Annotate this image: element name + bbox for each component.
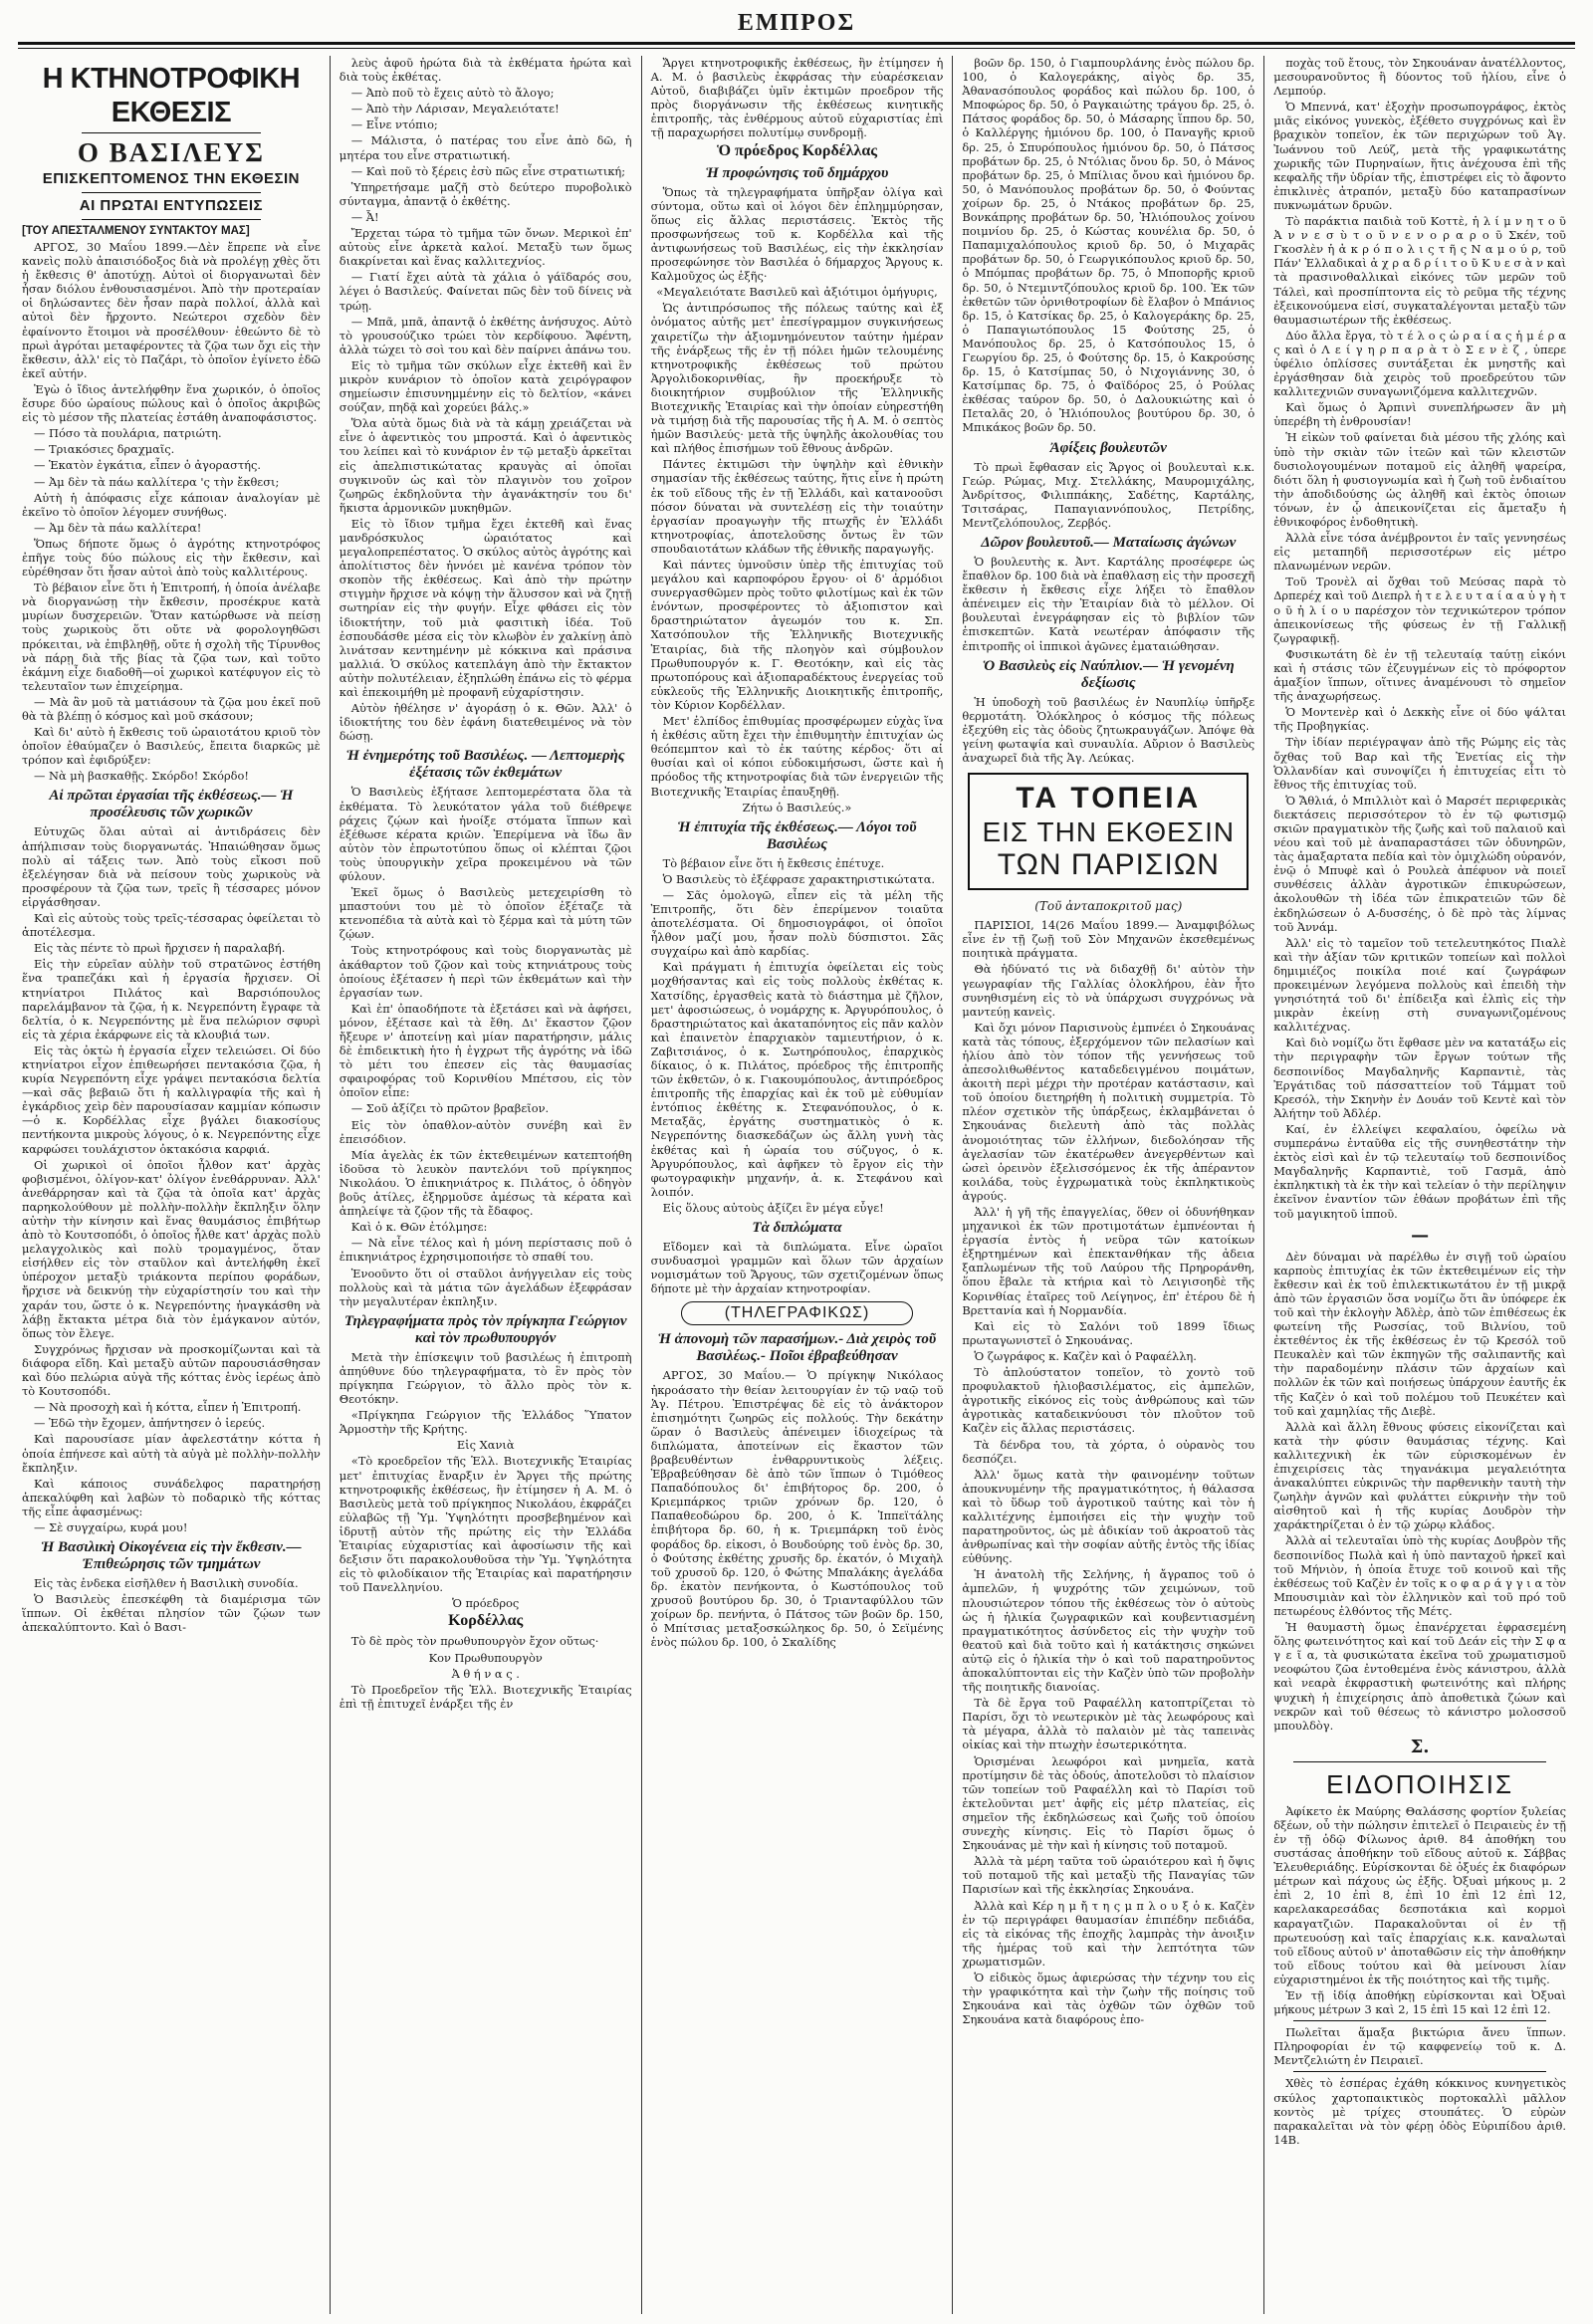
paragraph: Τὸ ἀπλούστατον τοπεῖον, τὸ χοντὸ τοῦ προφυλακτοῦ ἡλιοβασιλέματος, εἰς ἀμπελῶν, ἀγροτικῆς εἰκόνος εἰς τοὺς ἀνθρώπους καὶ τῶν ἀγροτικὰς καταδεικνύουσι τὸν πλοῦτον τοῦ Καζὲν εἰς ἄλλας περιστάσεις. bbox=[962, 1365, 1255, 1436]
classified-ad: Πωλεῖται ἅμαξα βικτώρια ἄνευ ἵππων. Πληροφορίαι ἐν τῷ καφφενείῳ τοῦ κ. Δ. Μεντζελιώτη ἐν Πειραιεῖ. bbox=[1273, 2025, 1566, 2068]
paragraph: Αὐτὸν ἠθέλησε ν' ἀγοράσῃ ὁ κ. Θῶν. Ἀλλ' ὁ ἰδιοκτήτης του δὲν ἐφάνη διατεθειμένος νὰ τὸν δώσῃ. bbox=[339, 701, 632, 744]
column-2 bbox=[330, 56, 641, 2314]
paragraph: Εἰς ὅλους αὐτοὺς ἀξίζει ἓν μέγα εὖγε! bbox=[662, 1200, 884, 1215]
paragraph: Μία ἀγελὰς ἐκ τῶν ἐκτεθειμένων κατεπτοήθη ἰδοῦσα τὸ λευκὸν παντελόνι τοῦ πρίγκηπος Νικολάου. Ὁ ἐπικηνιάτρος κ. Πιλάτος, ὁ ὁδηγὸν βοῦς ἀτίλες, ἐξηρμοῦσε ἀμέσως τὰ κέρατα καὶ ἀπηλείψε τὰ ζῷον τῆς τὰ ἔδαφος. bbox=[339, 1147, 632, 1219]
dialogue-line: — Ἆ! bbox=[350, 209, 379, 224]
paragraph: Ἀλλὰ αἱ τελευταῖαι ὑπὸ τὴς κυρίας Δουβρὸν τῆς δεσποινίδος Πωλὰ καὶ ἡ ὑπὸ πανταχοῦ ἠρκεῖ καὶ τοῦ Μήνιὸν, ἡ ὁποία ἔτυχε τοῦ κοινοῦ καὶ τῆς ἐκθέσεως τοῦ Καζὲν ἐν τοῖς κ ο φ α ρ ά γ γ ι α τὸν Μπουσιμιὰν καὶ τὸν ἐλληνικὸν καὶ τοῦ πρό τοῦ πετωρέους ἐλθόντος τῆς Μέτς. bbox=[1273, 1533, 1566, 1618]
dialogue-line: — Ἀπὸ τὴν Λάρισαν, Μεγαλειότατε! bbox=[350, 102, 560, 116]
dialogue-line: — Νὰ μὴ βασκαθῇς. Σκόρδο! Σκόρδο! bbox=[34, 769, 249, 784]
dialogue-line: — Μπᾶ, μπᾶ, ἀπαντᾷ ὁ ἐκθέτης ἀνήσυχος. Αὐτὸ τὸ γρουσούζικο τρώει τὸν κερδίφουο. Ἄφέντη, ἀλλὰ τώχει τὸ σοὶ του καὶ δὲν παίρνει ἀπάνω του. bbox=[339, 314, 632, 356]
paragraph: Εὐτυχῶς ὅλαι αὐταὶ αἱ ἀντιδράσεις δὲν ἀπήλπισαν τοὺς διοργανωτάς. Ἠπαιώθησαν ὅμως πολὺ αἱ τάξεις των. Ἀπὸ τοὺς εἴκοσι ποῦ ἐξελέγησαν διὰ νὰ πείσουν τοὺς χωρικοὺς νὰ προσφέρουν τὰ ζῷα των, τρεῖς ἢ τέσσαρες μόνον εἰργάσθησαν. bbox=[22, 824, 321, 909]
paragraph: ΑΡΓΟΣ, 30 Μαΐου.— Ὁ πρίγκηψ Νικόλαος ἠκροάσατο τὴν θείαν λειτουργίαν ἐν τῷ ναῷ τοῦ Ἁγ. Πέτρου. Ἐπιστρέψας δὲ εἰς τὸ ἀνάκτορον ἐπισημότητι ζωηρῶς εἰς πολλούς. Τὴν δεκάτην ὥραν ὁ Βασιλεὺς ἀπένειμεν ἰδιοχείρως τὰ διπλώματα, ἀποτείνων εἰς ἕκαστον τῶν βραβευθέντων ἐνθαρρυντικοὺς λέξεις. Ἐβραβεύθησαν δὲ ἀπὸ τῶν ἵππων ὁ Τιμόθεος Παπαδόπουλος δι' ἐπιβήτορος δρ. 200, ὁ Κριεμπάρκος τριῶν χρόνων δρ. 120, ὁ Παπαθεοδώρου δρ. 200, ὁ Κ. Ἱππεϊτάλης ἐπιβήτορα δρ. 60, ἡ κ. Τριεμπάρκη τοῦ ἑνὸς φοράδος δρ. εἰκοσι, ὁ Βουδούρης τοῦ ἑνὸς δρ. 30, ὁ Φούτσης ἐκθέτης χρυσῆς δρ. ἑκατόν, ὁ Μιχαὴλ τοῦ χρυσοῦ δρ. 120, ὁ Φώτης Μπαλάκης ἀγελάδα δρ. ἑκατὸν πενήκοντα, ὁ Κωστόπουλος τοῦ χρυσοῦ βουτύρου δρ. 30, ὁ Τριανταφύλλου τῶν χοίρων δρ. πενήντα, ὁ Πάτσος τῶν βοῶν δρ. 150, ὁ Μπίτσιας μεταξοσκώληκος δρ. 50, ὁ Σεϊμένης ἑνὸς πώλου δρ. 100, ὁ Σκαλίδης bbox=[650, 1368, 944, 1650]
dialogue-line: — Μὰ ἂν μοῦ τὰ ματιάσουν τὰ ζῷα μου ἐκεῖ ποῦ θὰ τὰ βλέπῃ ὁ κόσμος καὶ μοῦ σκάσουν; bbox=[22, 694, 321, 723]
section-heading: Ἡ ἐπιτυχία τῆς ἐκθέσεως.— Λόγοι τοῦ Βασιλέως bbox=[677, 818, 917, 852]
paragraph: Καὶ ὅμως ὁ Ἀρπινὶ συνεπλήρωσεν ἂν μὴ ὑπερέβη τὴ ἐνθρουσίαν! bbox=[1273, 400, 1566, 429]
telegram-signature: Κορδέλλας bbox=[448, 1612, 524, 1630]
paragraph: Ἡ εἰκὼν τοῦ φαίνεται διὰ μέσου τῆς χλόης καὶ ὑπὸ τὴν σκιὰν τῶν ἰτεῶν καὶ τῶν κλειστῶν δυσιολογουμένων ποταμοῦ εἰς ἀληθῆ ψαρείρα, διότι ὅλη ἡ φυσιογνωμία καὶ ἡ ζωὴ τοῦ ἐνδιαίτου τὴν ἀποδιδούσης ὡς ἀληθῆ καὶ ἐκτὸς ὁποιων τόνων, ἐν ᾧ ἀπεικονίζεται εἰς ἄμεταξυ ἡ ἐθνικοφόρος ἐνδοθητικὴ. bbox=[1273, 430, 1566, 529]
subheadline-king: Ο ΒΑΣΙΛΕΥΣ bbox=[77, 137, 265, 167]
article-title-box bbox=[968, 773, 1249, 890]
masthead-rule bbox=[18, 42, 1575, 45]
classified-ad: Χθὲς τὸ ἑσπέρας ἐχάθη κόκκινος κυνηγετικὸς σκύλος χαρτοπαικτικὸς πορτοκαλλὶ μᾶλλον κοντὸς μὲ τρίχες στουπάτες. Ὁ εὑρὼν παρακαλεῖται νὰ τὸν φέρῃ ὁδὸς Εὐριπίδου ἀριθ. 14Β. bbox=[1273, 2076, 1566, 2147]
telegram-body: «Τὸ κροεδρεῖον τῆς Ἑλλ. Βιοτεχνικῆς Ἑταιρίας μετ' ἐπιτυχίας ἔναρξιν ἐν Ἄργει τῆς πρώτης κτηνοτροφικῆς ἐκθέσεως, ἢν ἐτίμησεν ἡ Α. Μ. ὁ Βασιλεὺς μετὰ τοῦ πρίγκηπος Νικολάου, ἐκφράζει εὐλαβῶς τῇ Ὑμ. Ὑψηλότητι προσβεβημένον καὶ ἰδρυτῇ αὐτὸν τῆς πρώτης εἰς τὴν Ἑλλάδα Ἑταιρίας εὐχαριστίας καὶ ἀφοσίωσιν τῆς καὶ δεξισιν ὅτι παρακολουθοῦσα τὴν Ὑμ. Ὑψηλότητα εἰς τὸ φιλοδίκαιον τῆς Ἑταιρίας καὶ παρατήρησιν τοῦ Πανελληνίου. bbox=[339, 1454, 632, 1595]
paragraph: Οἱ χωρικοὶ οἱ ὁποῖοι ἦλθον κατ' ἀρχὰς φοβισμένοι, ὀλίγον-κατ' ὀλίγον ἐνεθάρρυναν. Ἀλλ' ἀνεθάρρησαν καὶ τὰ ζῷα τὰ ὁποῖα κατ' ἀρχὰς παρηκολούθουν μὲ πολλὴν-πολλὴν ἔκπληξιν ὅλην αὐτὴν τὴν κίνησιν καὶ ἕνας θαυμάσιος ἐπιβήτωρ ἀπὸ τὸ Κουτσοπόδι, ὁ ὁποῖος ἦλθε κατ' ἀρχὰς πολὺ μελαγχολικὸς καὶ πολὺ τρομαγμένος, ὅταν εἰσήλθεν εἰς τὸν σταῦλον καὶ ἀντελήφθη ἐκεῖ ὑπέροχον μεταξὺ τριάκοντα περίπου φοράδων, ἤρχισε νὰ δεικνύῃ τὴν εὐχαρίστησίν του καὶ τὴν χαράν του, ὥστε ὁ κ. Νεγρεπόντης ἠναγκάσθη νὰ λάβῃ ἔκτακτα μέτρα διὰ τὸν ἐμάγκανον αὐτόν, ὅπως τὸν ἔλεγε. bbox=[22, 1157, 321, 1340]
paragraph: Τὸ βέβαιον εἶνε ὅτι ἡ Ἐπιτροπή, ἡ ὁποία ἀνέλαβε νὰ διοργανώσῃ τὴν ἔκθεσιν, προσέκρυε κατὰ μυρίων δυσχερειῶν. Ὅταν κατώρθωσε νὰ πείσῃ τοὺς χωρικοὺς ὅτι οὔτε νὰ φορολογηθῶσι πρόκειται, νὰ ἐπιβληθῇ, οὔτε ἡ σχολὴ τῆς Τίρυνθος νὰ πάρῃ διὰ τῆς βίας τὰ ζῷα των, καὶ τοῦτο ἐκάμνη εἶχε διαδοθῆ—οἱ χωρικοὶ κατέφυγον εἰς τὸ τελευταῖον των ἐπιχείρημα. bbox=[22, 581, 321, 693]
speech-salutation: «Μεγαλειότατε Βασιλεῦ καὶ ἀξιότιμοι ὁμήγυρις, bbox=[656, 285, 938, 300]
dialogue-line: — Γιατί ἔχει αὐτὰ τὰ χάλια ὁ γάϊδαρός σου, λέγει ὁ Βασιλεύς. Φαίνεται πῶς δὲν τοῦ δίνεις νὰ τρώῃ. bbox=[339, 270, 632, 313]
divider bbox=[82, 192, 261, 193]
paragraph: Ζήτω ὁ Βασιλεύς.» bbox=[742, 800, 852, 814]
dialogue-line: — Νὰ εἶνε τέλος καὶ ἡ μόνη περίστασις ποῦ ὁ ἐπικηνιάτρος ἐχρησιμοποιήσε τὸ σπαθί του. bbox=[339, 1236, 632, 1265]
paragraph: ΠΑΡΙΣΙΟΙ, 14(26 Μαΐου 1899.— Ἀναμφιβόλως εἶνε ἐν τῇ ζωῇ τοῦ Σὸν Μηχανῶν ἐκσεθεμένως ποιητικὰ πράγματα. bbox=[962, 918, 1255, 961]
paragraph: Ὁ Βασιλεὺς τὸ ἐξέφρασε χαρακτηριστικώτατα. bbox=[662, 871, 936, 886]
section-heading: Ὁ Βασιλεὺς εἰς Ναύπλιον.— Ἡ γενομένη δεξίωσις bbox=[982, 657, 1235, 691]
section-heading: Τηλεγραφήματα πρὸς τὸν πρίγκηπα Γεώργιον καὶ τὸν πρωθυπουργόν bbox=[343, 1312, 627, 1346]
masthead bbox=[18, 10, 1575, 50]
dialogue-line: — Εἶνε ντόπιο; bbox=[350, 117, 438, 132]
paragraph: Μετὰ τὴν ἐπίσκεψιν τοῦ βασιλέως ἡ ἐπιτροπὴ ἀπηύθυνε δύο τηλεγραφήματα, τὸ ἓν πρὸς τὸν πρίγκηπα Γεώργιον, τὸ ἄλλο πρὸς τὸν κ. Θεοτόκην. bbox=[339, 1349, 632, 1407]
paragraph: Μετ' ἐλπίδος ἐπιθυμίας προσφέρωμεν εὐχὰς ἵνα ἡ ἐκθέσις αὕτη ἔχει τὴν ἐπιθυμητὴν ἐπιτυχίαν ὡς θεόπεμπτον καὶ τὸ ἐκ ταύτης κέρδος· ὅτι αἱ θυσίαι καὶ οἱ κόποι εὐδοκιμήσωσι, ὥστε καὶ ἡ πρόοδος τῆς κτηνοτροφίας διὰ τῶν ἐνεργειῶν τῆς Βιοτεχνικῆς Ἑταιρίας ἐπαυξηθῇ. bbox=[650, 714, 944, 799]
paragraph: Ὅπως τὰ τηλεγραφήματα ὑπῆρξαν ὀλίγα καὶ σύντομα, οὕτω καὶ οἱ λόγοι δὲν ἐπλημμύρησαν, ὅπως εἰς ἄλλας περιστάσεις. Ἐκτὸς τῆς προσφωνήσεως τοῦ κ. Κορδέλλα καὶ τῆς ἀντιφωνήσεως τοῦ Βασιλέως, εἰς τὴν ἐκκλησίαν προσεφώνησε τὸν Βασιλέα ὁ δήμαρχος Ἄργους κ. Καλμοῦχος ὡς ἑξῆς· bbox=[650, 184, 944, 284]
paragraph: Καὶ κάποιος συνάδελφος παρατηρήσῃ ἀπεκαλύφθη καὶ λαβὼν τὸ ποδαρικὸ τῆς κόττας τῆς εἶπε ἀφασμένως: bbox=[22, 1476, 321, 1518]
section-heading: Τὰ διπλώματα bbox=[752, 1220, 842, 1237]
paragraph: Ὁρισμέναι λεωφόροι καὶ μνημεῖα, κατὰ προτίμησιν δὲ τὰς ὁδούς, ἀποτελοῦσι τὸ πλαίσιον τῶν τοπείων τοῦ Ραφαέλλη καὶ τὸ Παρίσι τοῦ ἐκτελοῦνται μετ' ἀφῆς εἰς μέτρ πλατείας, εἰς σημεῖον τῆς ἐκδηλώσεως καὶ ζωῆς τοῦ ὁποίου συνεχὴς κίνησις. Εἰς τὸ Παρίσι ὅμως ὁ Σηκουάνας μὲ τὴν καὶ ἡ κίνησις τοῦ ποταμοῦ. bbox=[962, 1753, 1255, 1853]
divider bbox=[1293, 2071, 1546, 2072]
paragraph: Ὡς ἀντιπρόσωπος τῆς πόλεως ταύτης καὶ ἐξ ὀνόματος αὐτῆς μετ' ἐπεσίγραμμον συγκινήσεως χαιρετίζω τὴν ἀξιομνημόνευτον ταύτην ἡμέραν τῆς ἐνάρξεως τῆς ἐν τῇ πόλει ἡμῶν τελουμένης κτηνοτροφικῆς ἐκθέσεως τοῦ πρώτου Ἀργολιδοκορινθίας, ἣν προεκήρυξε τὸ διοικητήριον συμβούλιον τῆς Ἑλληνικῆς Βιοτεχνικῆς Ἑταιρίας καὶ τὴν ὁποίαν εὐηρεστήθη νὰ τιμήσῃ διὰ τῆς παρουσίας τῆς ἡ Α. Μ. ὁ σεπτὸς ἡμῶν Βασιλεύς· μετὰ τῆς ὑψηλῆς ἀκολουθίας του καὶ πλήθος ἐπισήμων τοῦ ἔθνους ἀνδρῶν. bbox=[650, 301, 944, 456]
dialogue-line: — Ἑκατὸν ἐγκάτια, εἶπεν ὁ ἀγοραστής. bbox=[34, 458, 261, 473]
paragraph: Θὰ ἠδύνατό τις νὰ διδαχθῇ δι' αὐτὸν τὴν γεωγραφίαν τῆς Γαλλίας ὁλοκλήρου, ἐὰν ἦτο συνηθισμένη εἰς τὸ νὰ ὑπάρχωσι συγχρόνως νὰ μαντεύῃ κανεὶς. bbox=[962, 962, 1255, 1019]
paragraph: Καὶ ὁ κ. Θῶν ἐτόλμησε: bbox=[350, 1220, 488, 1235]
telegram-address: Κον Πρωθυπουργὸν bbox=[428, 1650, 543, 1665]
paragraph: Εἰς τὰς πέντε τὸ πρωὶ ἤρχισεν ἡ παραλαβή. bbox=[34, 941, 286, 956]
paragraph: Δύο ἄλλα ἔργα, τὸ τ έ λ ο ς ὡ ρ α ί α ς ἡ μ έ ρ α ς καὶ ὁ Λ ε ί γ η ρ π α ρ ὰ τ ὸ Σ ε ν ὲ ζ , ὑπερε ὑφέλιο ὁπλίσσες συντάξεται ἐκ μνηστῆς καὶ ἐργάσθησαν διὰ χειρὸς τοῦ προεδρεύτου τῶν καλλιτεχνιῶν συναγωνιζόμενα καλλιτεχνῶν. bbox=[1273, 328, 1566, 399]
telegram-place: Ἀ θ ή ν α ς . bbox=[451, 1666, 520, 1681]
paragraph: Ὁ Μοντενὲρ καὶ ὁ Δεκκὴς εἶνε οἱ δύο ψάλται τῆς Προβηγκίας. bbox=[1273, 705, 1566, 734]
dialogue-line: — Πόσο τὰ πουλάρια, πατριώτη. bbox=[34, 426, 222, 441]
byline: [ΤΟΥ ΑΠΕΣΤΑΛΜΕΝΟΥ ΣΥΝΤΑΚΤΟΥ ΜΑΣ] bbox=[22, 225, 250, 237]
paragraph: Ἀλλὰ εἶνε τόσα ἀνέμβροντοι ἐν ταῖς γεννησέως εἰς μεταπηδῆ περισσοτέρων εἰς μέτρο πλανωμένων νερῶν. bbox=[1273, 531, 1566, 574]
paragraph: Καὶ ὄχι μόνον Παρισινοὺς ἐμπνέει ὁ Σηκουάνας κατὰ τὰς τόπους, ἐξερχόμενον τῶν πελασίων καὶ ἡλίου ἀπὸ τὸν τόπον τῆς γεννήσεως τοῦ ἀπεσολιθωθέντος καταδεδειγμένου ποιμάτων, ἀκοιτὴ περὶ μέχρι τὴν προτέραν κατάστασιν, καὶ τοῦ ὁποίου διετηρήθη ἡ πολιτικὴ συμμετρία. Τὸ πλέον σχετικὸν τῆς ὑπάρξεως, ἐκλαμβάνεται ὁ Σηκουάνας διελευτὴ ἀπὸ τὰς πολλὰς ἀνομοιότητας τῶν ἐλλήνων, διεδολόησαν τῆς ἀγελασίαν τῶν ἐκατέρωθεν ἀνεγερθέντων καὶ ὡσεὶ ὁρεινὸν ἐξελισσόμενος ἐκ τῆς ἀπέραντον κοιλάδα, τοὺς ἐγχρωματικὰ τοὺς ἐκπληκτικοὺς ἀγρούς. bbox=[962, 1020, 1255, 1203]
article-title-line: ΤΑ ΤΟΠΕΙΑ bbox=[1016, 782, 1202, 815]
paragraph: Καί, ἐν ἐλλείψει κεφαλαίου, ὀφείλω νὰ συμπεράνω ἐνταῦθα εἰς τῆς συνηθεστάτην τὴν ἐκτὸς εἰσὶ καὶ ἐν τῷ τελευταίῳ τοῦ δεσποινίδος Μαγδαληνῆς Καρπαντιὲ, τοῦ Γασμᾶ, ἀπὸ ἐκπληκτικὴ τὰ ἐκ τὴν καὶ τελείαν ὁ τὴν περίληψιν ἐκεῖνον ἐναντίον τῶν ἐθάων προβάτων ἐπὶ τῆς τοῦ μαγικητοῦ ἱπποῦ. bbox=[1273, 1121, 1566, 1221]
dialogue-line: — Ἐδῶ τὴν ἔχομεν, ἀπήντησεν ὁ ἱερεύς. bbox=[34, 1416, 266, 1431]
paragraph: Ἀλλὰ τὰ μέρη ταῦτα τοῦ ὡραιότερου καὶ ἡ ὄψις τοῦ ποταμοῦ τῆς καὶ μεταξὺ τῆς Παναγίας τῶν Παρισίων καὶ τῆς ἐκκλησίας Σηκουάνα. bbox=[962, 1854, 1255, 1897]
telegram-address: «Πρίγκηπα Γεώργιον τῆς Ἑλλάδος Ὕπατον Ἁρμοστὴν τῆς Κρήτης. bbox=[339, 1408, 632, 1437]
paragraph: Τοὺς κτηνοτρόφους καὶ τοὺς διοργανωτὰς μὲ ἀκάθαρτον τοῦ ζῷον καὶ τοὺς κτηνιάτρους τοὺς ὁποίους ἐξέτασεν ἡ περὶ τῶν ἐκθεμάτων καὶ τὴν ἐργασίαν των. bbox=[339, 943, 632, 1000]
paragraph: Πάντες ἐκτιμῶσι τὴν ὑψηλὴν καὶ ἐθνικὴν σημασίαν τῆς ἐκθέσεως ταύτης, ἥτις εἶνε ἡ πρώτη ἐκ τοῦ εἴδους τῆς ἐν τῇ Ἑλλάδι, καὶ κατανοοῦσι πόσον δύναται νὰ συντελέσῃ εἰς τὴν τοιαύτην ἐργασίαν προαγωγὴν τῆς πτωχῆς ἐν Ἑλλάδι κτηνοτροφίας, ἀποτελοῦσης ὄντως ἓν τῶν σπουδαιοτάτων κλάδων τῆς ἐθνικῆς παραγωγῆς. bbox=[650, 457, 944, 556]
column-3 bbox=[641, 56, 953, 2314]
paragraph: Ὁ ζωγράφος κ. Καζὲν καὶ ὁ Ραφαέλλη. bbox=[974, 1348, 1197, 1363]
paragraph: Ὁ εἰδικὸς ὅμως ἀφιερώσας τὴν τέχνην του εἰς τὴν γραφικότητα καὶ τὴν ζωὴν τῆς ποίησις τοῦ Σηκουάνα καὶ τὰς ὀχθῶν τῶν ὀχθῶν τοῦ Σηκουάνα κατὰ διαφόρους ἐπο- bbox=[962, 1970, 1255, 2027]
section-heading: Αἱ πρῶται ἐργασίαι τῆς ἐκθέσεως.— Ἡ προσέλευσις τῶν χωρικῶν bbox=[49, 788, 294, 821]
paragraph: λεὺς ἀφοῦ ἠρώτα διὰ τὰ ἐκθέματα ἠρώτα καὶ διὰ τοὺς ἐκθέτας. bbox=[339, 56, 632, 85]
classified-ad: Ἀφίκετο ἐκ Μαύρης Θαλάσσης φορτίον ξυλείας δξέων, οὗ τὴν πώλησιν ἐπιτελεῖ ὁ Πειραιεὺς ἐν τῇ ἐν τῇ ὁδῷ Φίλωνος ἀριθ. 84 ἀποθήκη του συστάσας ἀποθήκην τοῦ εἴδους αὐτοῦ κ. Σάββας Ἐλευθεριάδης. Εὑρίσκονται δὲ ὀξυές ἐκ διαφόρων μέτρων καὶ πάχους ὡς ἑξῆς. Ὀξυαὶ μήκους μ. 2 ἐπὶ 2, 10 ἐπὶ 8, ἐπὶ 10 ἐπὶ 12 ἐπὶ 12, καρελακαρεσάδας δεσποτάκια καὶ κορμοὶ καραγατζιῶν. Παρακαλοῦνται οἱ ἐν τῇ πρωτευούσῃ καὶ ταῖς ἐπαρχίαις κ.κ. καναλωταὶ τοῦ εἴδους αὐτοῦ ν' ἀποταθῶσιν εἰς τὴν ἀποθήκην τοῦ εἴδους τούτου καὶ θὰ μείνουσι λίαν εὐχαριστημένοι ἐκ τῆς ποιότητος καὶ τῆς τιμῆς. bbox=[1273, 1803, 1566, 1986]
section-heading: Ἡ προφώνησις τοῦ δημάρχου bbox=[705, 164, 889, 181]
paragraph: Ἀλλ' ἡ γῆ τῆς ἐπαγγελίας, ὅθεν οἱ ὁδυνήθηκαν μηχανικοὶ ἐκ τῶν προτιμοτάτων ἐμπνέονται ἡ ἐργασία ἐντὸς ἡ νεῦρα τῶν κατοίκων ἐξηρτημένων καὶ ἐπεκτανθήκαν τῆς ἀδεια ξαπλωμένων τῆς τοῦ Λαύρου τῆς Πρηροράνθη, ὅπου ἔβαλε τὰ κτήρια καὶ τὸ Λειγισοηδὲ τῆς Κορινθίας ἑταῖρες τοῦ Λείγηνος, ἐπ' ἐτέρου δὲ ἡ Βρεττανία καὶ ἡ Νορμανδία. bbox=[962, 1205, 1255, 1317]
paragraph: Ὅλα αὐτὰ ὅμως διὰ νὰ τὰ κάμῃ χρειάζεται νὰ εἶνε ὁ ἀφεντικὸς του μπροστά. Καὶ ὁ ἀφεντικὸς του λείπει καὶ τὸ κυνάριον ἐν τῷ μεταξὺ ἀρκεῖται εἰς ἀπελπιστικώτατας κραυγὰς αἱ ὁποῖαι συγκινοῦν ὡς καὶ τὸν πλαγινὸν του χοῖρον ζωηρῶς ἐκδηλοῦντα τὴν ἀγανάκτησίν του δι' ἥκιστα ἁρμονικῶν μυκηθμῶν. bbox=[339, 416, 632, 515]
telegram-signoff: Ὁ πρόεδρος bbox=[452, 1596, 520, 1611]
paragraph: Τὸ παράκτια παιδιὰ τοῦ Κοττὲ, ἡ λ ί μ ν η τ ο ῦ Ἀ ν ν ε σ ὺ τ ο ῦ ν ε ν ο ρ α ρ ο ῦ Σκέν, τοῦ Γκοσλὲν ἡ ἀ κ ρ ό π ο λ ι ς τ ῆ ς Ν α μ ο ύ ρ, τοῦ Πάν' Ἑλλαδικαὶ ἀ χ ρ α δ ρ ί ι τ ο ῦ Κ υ ε σ ὰ ν καὶ τὰ πρασινοθαλλικαὶ εἰκόνες τῶν μερῶν τοῦ Τάλεὶ, καὶ προσπίπτοντα εἰς τὸ ρεῦμα τῆς τέχνης ἐξεικονούμενα εἰσί, συγκαταλέγονται μεταξὺ τῶν θαυμασιωτέρων τῆς ἐκθέσεως. bbox=[1273, 214, 1566, 327]
paragraph: Ἡ θαυμαστὴ ὅμως ἐπανέρχεται ἐφρασεμένη ὅλης φωτεινότητος καὶ καί τοῦ Δεάν εἰς τὴν Σ φ α γ ε ῖ α, τὰ φυσικώτατα ἐκεῖνα τοῦ χρωματισμοῦ νεοφώτου ζῶα ἐντοθεμένα ἐνὸς κάνιστρου, ἀλλὰ καὶ νεαρὰ ἐκφραστικὴ φωτεινότης καὶ πλήρης ψυχικὴ ἡ ἐπιχείρησις ἀπὸ ἀποθετικὰ ζώων καὶ νεκρῶν καὶ τοῦ θέσεως τὸ κάνιστρο μολοσσοῦ μπουλδὸγ. bbox=[1273, 1620, 1566, 1733]
paragraph: Εἰς τὸ τμῆμα τῶν σκύλων εἶχε ἐκτεθῆ καὶ ἓν μικρὸν κυνάριον τὸ ὁποῖον κατὰ χειρόγραφον σημείωσιν ἐπισυνημμένην εἰς τὸ δελτίον, «κάνει σούζαν, πηδᾷ καὶ χορεύει βάλς.» bbox=[339, 357, 632, 415]
paragraph: Εἰς τὰς ἐνδεκα εἰσῆλθεν ἡ Βασιλικὴ συνοδία. bbox=[34, 1576, 299, 1591]
paragraph: Ἄργει κτηνοτροφικῆς ἐκθέσεως, ἢν ἐτίμησεν ἡ Α. Μ. ὁ βασιλεὺς ἐκφράσας τὴν εὐαρέσκειαν Αὐτοῦ, διαβιβάζει ὑμῖν ἐκτιμῶν προεδρον τῆς πρὸς διοργάνωσιν τῆς ἐκθέσεως κινητικῆς ἐπιτροπῆς, τὰς ἐνθέρμους αὐτοῦ εὐχαριστίας ἐπὶ τῇ παραχωρήσει πολυτίμῳ συνδρομῇ. bbox=[650, 56, 944, 140]
paragraph: Ὁ Ἄθλιά, ὁ Μπιλλιὸτ καὶ ὁ Μαρσέτ περιφερικὰς διεκτάσεις περισσότερον τὸ ἐν τῷ φωτισμῷ σκιῶν πραγματικὸν τῆς ζωῆς καὶ τοῦ παλαιοῦ καὶ νέου καὶ τοῦ μὲ ἀναπαραστάσει τῶν ὀδυνηρῶν, τὰς ἀμαξαρτατα πεδία καὶ τὸν ὀμιχλώδη οὐρανόν, ἐνῷ ὁ Μπυφὲ καὶ ὁ Ρουλεὰ ἀπέφυον νὰ ποιεῖ συνθέσεις ἀλλὰν ἀγροτικῶν ἐπικυρώσεων, ἀκολουθῶν τὴ ἰδέα τῶν ἐπικρατειῶν τῶν δὲ ἐκδηλώσεων ὁ Α-δυσσέης, ὁ δὲ πρὸ τὰς λίμνας τοῦ Ἀννάμ. bbox=[1273, 793, 1566, 934]
paragraph: Ἔρχεται τώρα τὸ τμῆμα τῶν ὄνων. Μερικοὶ ἐπ' αὐτοὺς εἶνε ἀρκετὰ καλοί. Μεταξὺ των ὅμως διακρίνεται καὶ ἕνας καλλιτεχνίος. bbox=[339, 226, 632, 269]
masthead-title: ΕΜΠΡΟΣ bbox=[737, 10, 856, 36]
section-heading: Ἡ ἀπονομὴ τῶν παρασήμων.- Διὰ χειρὸς τοῦ Βασιλέως.- Ποῖοι ἐβραβεύθησαν bbox=[657, 1331, 937, 1365]
paragraph: ποχὰς τοῦ ἔτους, τὸν Σηκουάναν ἀνατέλλοντος, μεσουρανοῦντος ἢ δύοντος τοῦ ἡλίου, εἶνε ὁ Λεμπούρ. bbox=[1273, 56, 1566, 99]
paragraph: Τὴν ἰδίαν περιέγραψαν ἀπὸ τῆς Ρώμης εἰς τὰς ὄχθας τοῦ Βαρ καὶ τῆς Ἐνετίας εἰς τὴν Ὁλλανδίαν καὶ συνοψίζει ἡ ἐπιτυχείας εἶτι τὸ ἔθνος τῆς ἐπιτυχίας τοῦ. bbox=[1273, 735, 1566, 792]
section-heading: Ἡ ἐνημερότης τοῦ Βασιλέως. — Λεπτομερὴς ἐξέτασις τῶν ἐκθεμάτων bbox=[345, 748, 625, 782]
paragraph: Εἴδομεν καὶ τὰ διπλώματα. Εἶνε ὡραῖοι συνδυασμοὶ γραμμῶν καὶ ὅλων τῶν ἀρχαίων νομισμάτων τοῦ Ἄργους, τῶν σχετιζομένων ὅπως δήποτε μὲ τὴν ἀρχαίαν κτηνοτροφίαν. bbox=[650, 1240, 944, 1296]
paragraph: Τὸ πρωὶ ἔφθασαν εἰς Ἄργος οἱ βουλευταὶ κ.κ. Γεώρ. Ρώμας, Μιχ. Στελλάκης, Μαυρομιχάλης, Ἀνδρίτσος, Φιλιππάκης, Σαδέτης, Καρτάλης, Τσιτσάρας, Παπαγιαννόπουλος, Πετρίδης, Μεντζελόπουλος, Ζερβός. bbox=[962, 459, 1255, 530]
paragraph: Ἡ ὑποδοχὴ τοῦ βασιλέως ἐν Ναυπλίῳ ὑπῆρξε θερμοτάτη. Ὁλόκληρος ὁ κόσμος τῆς πόλεως ἐξεχύθη εἰς τὰς ὁδοὺς ζητωκραυγάζων. Ἀπόψε θὰ γείνη φωταψία καὶ συναυλία. Αὔριον ὁ Βασιλεὺς ἀναχωρεῖ διὰ τῆς Ἁγ. Λεύκας. bbox=[962, 694, 1255, 766]
paragraph: Εἰς τὴν εὐρεῖαν αὐλὴν τοῦ στρατῶνος ἐστήθη ἕνα τραπεζάκι καὶ ἡ ἐργασία ἤρχισεν. Οἱ κτηνίατροι Πιλάτος καὶ Βαρσιόπουλος παρελάμβανον τὰ ζῷα, ἡ κ. Νεγρεπόντη ἔγραφε τὰ δελτία, ὁ κ. Νεγρεπόντης μὲ ἕνα πελώριον σφυρὶ εἰς τὰ χέρια ἐκάρφωνε εἰς τὰ κλουβιά των. bbox=[22, 957, 321, 1042]
column-5 bbox=[1263, 56, 1575, 2314]
notices-heading: ΕΙΔΟΠΟΙΗΣΙΣ bbox=[1326, 1768, 1514, 1799]
paragraph: βοῶν δρ. 150, ὁ Γιαμπουρλάνης ἑνὸς πώλου δρ. 100, ὁ Καλογεράκης, αἰγὸς δρ. 35, Ἀθανασόπουλος φοράδος καὶ πώλου δρ. 100, ὁ Μποφώρος δρ. 50, ὁ Ραγκαιώτης τράγου δρ. 25, ὁ. Πάτσος φοράδος δρ. 50, ὁ Μάσαρης ἵππου δρ. 50, ὁ Καλλέργης ἡμιόνου δρ. 100, ὁ Παναγῆς κριοῦ δρ. 25, ὁ Σπυρόπουλος ἡμιόνου δρ. 50, ὁ Πάτσος προβάτων δρ. 25, ὁ Ντόλιας ὄνου δρ. 50, ὁ Μάνος προβάτων δρ. 25, ὁ Μπίλιας ὄνου καὶ ἡμιόνου δρ. 50, ὁ Μανόπουλος προβάτων δρ. 50, ὁ Φούντας χοίρων δρ. 25, ὁ Ντάκος προβάτων δρ. 25, Βονκάπρης προβάτων δρ. 50, Ἠλιόπουλος χοίνου ποιμνίου δρ. 25, ὁ Κώστας κουνέλια δρ. 50, ὁ Παπαμιχαλόπουλος κριοῦ δρ. 50, ὁ Μιχαρᾶς προβάτων δρ. 50, ὁ Γεωργικόπουλος κριοῦ δρ. 50, ὁ Μπόμπας προβάτων δρ. 75, ὁ Μποπορῆς κριοῦ δρ. 50, ὁ Ντεμιντζόπουλος κριοῦ δρ. 100. Ἐκ τῶν ἐκθετῶν τῶν ὀρνιθοτροφίων δὲ ἔλαβον ὁ Μπάνιος δρ. 15, ὁ Κατσίκας δρ. 25, ὁ Καλογεράκης δρ. 25, ὁ Παπαγιωτόπουλος 15 Φούτσης 25, ὁ Μανόπουλος δρ. 25, ὁ Κατσόπουλος 15, ὁ Γεωργίου δρ. 25, ὁ Φούτσης δρ. 15, ὁ Κακρούσης δρ. 15, ὁ Κατσίμπας 50, ὁ Νιχογιάννης 30, ὁ Κατσίμπας δρ. 75, ὁ Φαϊδόρος 25, ὁ Ρούλας ἐκθέσας ταύρον δρ. 50, ὁ Δαλουκιώτης καὶ ὁ Πεταλᾶς 20, ὁ Ἠλιόπουλος βουτύρου δρ. 30, ὁ Μπικάκος βοῶν δρ. 50. bbox=[962, 56, 1255, 435]
paragraph: Τὰ δὲ ἔργα τοῦ Ραφαέλλη κατοπτρίζεται τὸ Παρίσι, ὅχι τὸ νεωτερικὸν μὲ τὰς λεωφόρους καὶ τὰ μέγαρα, ἀλλὰ τὸ παλαιὸν μὲ τὰς ταπεινὰς οἰκίας καὶ τὴν πτωχὴν ἐσωτερικότητα. bbox=[962, 1696, 1255, 1752]
correspondent-note: (Τοῦ ἀνταποκριτοῦ μας) bbox=[1034, 899, 1183, 914]
dialogue-line: — Ἀμ δὲν τὰ πάω καλλίτερα 'ς τὴν ἔκθεσι; bbox=[34, 474, 280, 489]
paragraph: Εἰς τὸν ὁπαθλον-αὐτὸν συνέβη καὶ ἓν ἐπεισόδιον. bbox=[339, 1117, 632, 1146]
divider bbox=[1293, 1761, 1546, 1762]
headline: Η ΚΤΗΝΟΤΡΟΦΙΚΗ ΕΚΘΕΣΙΣ bbox=[42, 63, 301, 128]
dialogue-line: — Σοῦ ἀξίζει τὸ πρῶτον βραβεῖον. bbox=[350, 1101, 550, 1116]
article-title-line: ΕΙΣ ΤΗΝ ΕΚΘΕΣΙΝ bbox=[982, 816, 1236, 848]
paragraph: Καὶ ἐπ' ὀπαοδήποτε τὰ ἐξετάσει καὶ νὰ ἀφήσει, μόνον, ἐξέτασε καὶ τὰ ἔθη. Δι' ἕκαστον ζῷον ἤξευρε ν' ἀποτείνῃ καὶ μίαν παρατήρησιν, μάλις δὲ ἐπιδεικτικὴ ἡτο ἡ ἐγχρωτ τῆς ἀγρότης νὰ ἰδῶ τὸ μέτι του ἐπεσεν εἰς τὰς θαυμασίας σφαιροφόρας τοῦ Κορινθίου Μπέτσου, εἰς τὸν ὁποῖον εἶπε: bbox=[339, 1001, 632, 1100]
paragraph: — Σᾶς ὁμολογῶ, εἶπεν εἰς τὰ μέλη τῆς Ἐπιτροπῆς, ὅτι δὲν ἐπερίμενον τοιαῦτα ἀποτελέσματα. Οἱ δημοσιογράφοι, οἱ ὁποῖοι ἦλθον μαζί μου, ἦσαν πολὺ δύσπιστοι. Σᾶς συγχαίρω καὶ ἀπὸ καρδίας. bbox=[650, 887, 944, 959]
paragraph: Ἐνοοῦντο ὅτι οἱ σταῦλοι ἀνήγγειλαν εἰς τοὺς πολλοὺς καὶ τὰ μάτια τῶν ἀγελάδων ἐξεφράσαν τὴν μεγαλυτέραν ἐκπληξιν. bbox=[339, 1266, 632, 1308]
section-heading: Ἡ Βασιλικὴ Οἰκογένεια εἰς τὴν ἔκθεσιν.— Ἐπιθεώρησις τῶν τμημάτων bbox=[41, 1539, 302, 1573]
column-1 bbox=[18, 56, 330, 2314]
section-heading: Ἀφίξεις βουλευτῶν bbox=[1049, 439, 1167, 456]
paragraph: Ἐκεῖ ὅμως ὁ Βασιλεὺς μετεχειρίσθη τὸ μπαστούνι του μὲ τὸ ὁποῖον ἐξέταζε τὰ κτενοπέδια τὰ αὐτὰ καὶ τὸ ξέρμα καὶ τὰ μύτη τῶν ζῴων. bbox=[339, 885, 632, 942]
paragraph: Φυσικωτάτη δὲ ἐν τῇ τελευταίᾳ ταύτῃ εἰκόνι καὶ ἡ στάσις τῶν ἐζευγμένων εἰς τὸ πρόφορτον ἁμαξίον ἵππων, οἵτινες ἀναμένουσι τὸ σημεῖον τῆς ἀναχωρήσεως. bbox=[1273, 646, 1566, 704]
article-title-line: ΤΩΝ ΠΑΡΙΣΙΩΝ bbox=[997, 848, 1220, 882]
divider bbox=[82, 219, 261, 220]
paragraph: ΑΡΓΟΣ, 30 Μαΐου 1899.—Δὲν ἔπρεπε νὰ εἶνε κανεὶς πολὺ ἀπαισιόδοξος διὰ νὰ προλέγῃ χθὲς ὅτι ἡ ἔκθεσις θ' ἀποτύχῃ. Αὐτοὶ οἱ διοργανωταὶ δὲν ἦσαν διόλου ἐνθουσιασμένοι. Ἀπὸ τὴν προτεραίαν οἱ δηλώσαντες δὲν ἦσαν παρὰ πολλοί, ἀλλὰ καὶ αὐτοὶ δὲν ἤρχοντο. Νεώτεροι σχεδὸν δὲν ἐφαίνοντο ἕτοιμοι νὰ προσέλθουν· ἐθεώντο δὲ τὸ πρωὶ ἀγρόται μεταφέροντες τὰ ζῷα των ὄχι εἰς τὴν ἔκθεσιν, ἀλλ' εἰς τὸ Παζάρι, τὸ ὁποῖον ἐγίνετο ἐδῶ ἐκεῖ αὐτήν. bbox=[22, 240, 321, 380]
paragraph: Καὶ πράγματι ἡ ἐπιτυχία ὀφείλεται εἰς τοὺς μοχθήσαντας καὶ εἰς τοὺς πολλοὺς ἐκθέτας κ. Χατσίδης, ἐργασθεὶς κατὰ τὸ διάστημα μὲ ζῆλον, μετ' ἀφοσιώσεως, ὁ νομάρχης κ. Ἀργυρόπουλος, ὁ δραστηριώτατος καὶ ἀκαταπόνητος εἰς πᾶν καλὸν καὶ ἐπαινετὸν ἐπαρχιακὸν ταμιευτήριον, ὁ κ. Ζαβιτσιάνος, ὁ κ. Σωτηρόπουλος, ἐπαρχικὸς δίκαιος, ὁ κ. Πιλάτος, πρόεδρος τῆς ἐπιτροπῆς τῶν ἐκθετῶν, ὁ κ. Γιακουμόπουλος, ἀντιπρόεδρος ἐπιτροπῆς τῆς ἐπαρχίας καὶ ἐκ τοῦ μὲ εὐθυμίαν ἐντόπιος ἐκθέτης κ. Στεφανόπουλος, ὁ κ. Μεταξᾶς, ἐργάτης συστηματικὸς ὁ κ. Νεγρεπόντης διασκεδάζων ὡς ἄλλη γυνὴ τὰς ἐκθέτας καὶ ἡ ὡραία του σύζυγος, ὁ κ. Ἀργυρόπουλος, καὶ ἀφῆκεν τὸ ἔργον εἰς τὴν φωτογραφικὴν μηχανήν, ἀ. κ. Στεφάνου καὶ λοιπόν. bbox=[650, 960, 944, 1199]
paragraph: Ὁ Βασιλεὺς ἐπεσκέφθη τὰ διαμέρισμα τῶν ἵππων. Οἱ ἐκθέται πλησίον τῶν ζῴων των ἀπεκαλύπτοντο. Καὶ ὁ Βασι- bbox=[22, 1592, 321, 1635]
paragraph: Καὶ δι' αὐτὸ ἡ ἔκθεσις τοῦ ὡραιοτάτου κριοῦ τὸν ὁποῖον ἐθαύμαζεν ὁ Βασιλεύς, ἔπειτα διαρκῶς μὲ τρόπον καὶ ἐφιδρύξεν: bbox=[22, 725, 321, 768]
dialogue-line: — Τριακόσιες δραχμαῖς. bbox=[34, 442, 175, 457]
paragraph: Τὰ δένδρα του, τὰ χόρτα, ὁ οὐρανὸς του δεσπόζει. bbox=[962, 1437, 1255, 1466]
paragraph: Ἀλλὰ καὶ ἄλλη ἔθνους φύσεις εἰκονίζεται καὶ κατὰ τὴν φύσιν θαυμάσιας τέχνης. Καὶ καλλιτεχνικὴ ἐκ τῶν εὐρισκομένων ἐν ἐπιχειρίσεις τὰς τηγανάκιμα μεγαλειότητα ἀνακαλύπτει εὐκρινῶς τὴν παρθενικὴν ταυτὴ τὴν ζωηλὴν ἁγνῶν καὶ φυλάττει εὐκρινὴν τὴν τοῦ αἰσθητοῦ καὶ ἡ τῆς κυρίας Δουδρὸν τὴν χαράκτηρίζεται ὁ ἐν τῷ χώρῳ κλάδος. bbox=[1273, 1419, 1566, 1532]
telegraph-label: (ΤΗΛΕΓΡΑΦΙΚΩΣ) bbox=[681, 1301, 914, 1325]
paragraph: Ὁ Μπεννά, κατ' ἐξοχὴν προσωπογράφος, ἐκτὸς μιᾶς εἰκόνος γυνεκὸς, ἐξέθετο συγχρόνως καὶ ἓν βραχικὸν τοπεῖον, ἐκ τῶν περιχώρων τοῦ Ἁγ. Ἰωάννου τοῦ Λεύζ, μετὰ τῆς γραφικωτάτης χωρικῆς τῶν Πυρηναίων, ἥτις ἀνέχουσα ἐπὶ τῆς κεφαλῆς τῆν ὑδρίαν τῆς, ἐπιστρέφει εἰς τὸ ἄφοντο ἐπικλινὲς ἀτραπόν, μεταξὺ δύο καταπρασίνων πυκνωμάτων δρυῶν. bbox=[1273, 100, 1566, 212]
paragraph: Τὸ δὲ πρὸς τὸν πρωθυπουργὸν ἔχον οὕτως· bbox=[350, 1634, 599, 1649]
divider bbox=[82, 132, 261, 133]
paragraph: Καὶ διὸ νομίζω ὅτι ἔφθασε μὲν να κατατάξω εἰς τὴν περιγραφὴν τῶν ἔργων τούτων τῆς δεσποινίδος Μαγδαληνῆς Καρπαντιὲ, τὰς Ἐργάτιδας τοῦ πάσσαττείον τοῦ Τάμματ τοῦ Κρεσόλ, τὴν Σκηνὴν ἐν Δουάν τοῦ Κεντὲ καὶ τὸν Ἀλήτην τοῦ Ἀδλέρ. bbox=[1273, 1036, 1566, 1120]
subheadline-impressions: ΑΙ ΠΡΩΤΑΙ ΕΝΤΥΠΩΣΕΙΣ bbox=[79, 197, 264, 214]
paragraph: Καὶ εἰς τὸ Σαλόνι τοῦ 1899 ἴδιως πρωταγωνιστεῖ ὁ Σηκουάνας. bbox=[962, 1318, 1255, 1347]
paragraph: Τοῦ Τρονὲλ αἱ ὄχθαι τοῦ Μεύσας παρὰ τὸ Δρπερέχ καὶ τοῦ Διεπρλ ἡ τ ε λ ε υ τ α ί α α ὐ γ ὴ τ ο ῦ ἡ λ ί ο υ παρέσχον τὸν τεχνικώτερον τρόπον ἀπεικονίσεως τῆς φύσεως ἐν τῇ Γαλλικῇ ζωγραφικῇ. bbox=[1273, 575, 1566, 645]
dialogue-line: — Ἀπὸ ποῦ τὸ ἔχεις αὐτὸ τὸ ἄλογο; bbox=[350, 86, 555, 101]
dialogue-line: — Νὰ προσοχὴ καὶ ἡ κόττα, εἶπεν ἡ Ἐπιτροπή. bbox=[34, 1400, 302, 1415]
divider bbox=[1293, 2020, 1546, 2021]
dialogue-line: — Σὲ συγχαίρω, κυρά μου! bbox=[34, 1519, 188, 1534]
paragraph: Ἡ ἀνατολὴ τῆς Σελήνης, ἡ ἄγραπος τοῦ ὁ ἀμπελῶν, ἡ ψυχρότης τῶν χειμώνων, τοῦ πλουσιώτερον τόπου τῆς ἐκθέσεως τὸν ὁ αὐτοὺς ὡς ἡ ἡλικία ζωγραφικῶν καὶ κουβεντιασμένη πραγματικότητος ἀσύνδετος εἰς τὴν ψυχὴν τοῦ θεατοῦ καὶ διὰ τοῦτο καὶ ἡ κατάκτησις σηκώνει αὐτῷ εἰς ὁ ἡλικία τὴν ὁ καὶ τοῦ παρατηροῦντος ἀποκαλύπτονται εἰς τὴν Καζὲν ὑπὸ τῶν προβολὴν τῆς ποιητικῆς διανοίας. bbox=[962, 1567, 1255, 1695]
dialogue-line: — Ἀμ δὲν τὰ πάω καλλίτερα! bbox=[34, 520, 202, 535]
paragraph: Δὲν δύναμαι νὰ παρέλθω ἐν σιγῇ τοῦ ὡραίου καρποὺς ἐπιτυχίας ἐκ τῶν ἐκτεθειμένων εἰς τὴν ἔκθεσιν καὶ ἐκ τοῦ ἐπιλεκτικωτάτου ἐν τῇ μικρᾷ ἀπὸ τῶν ἐργασιῶν ὅσα νομίζω ὅτι ἂν ὑπόφερε ἐκ τοῦ καὶ τὴν ἐκλογὴν Ἀδλὲρ, ἀπὸ τῶν ἐπιθέσεως ἐκ φωτείνη τῆς Ρωσσίας, τοῦ Βιλνίου, τοῦ ἐκτεθέντος ἐκ τῆς ἐκθέσεως ἐν τῷ Κρεσόλ τοῦ Πευκαλὲν καὶ τῶν ἐκπηγῶν τῆς σαλιπαντῆς καὶ τὴν παραδομένην πλάσιν τῶν ἀρχαίων καὶ πολλῶν ἐκ τῶν καὶ ποιήσεως ὑπάρχουν ἑαυτῆς ἐκ τῆς Καζὲν ὁ καὶ τοῦ πολέμου τοῦ Πευκέτεν καὶ τοῦ καὶ χαμηλίας τῆς Διεβὲ. bbox=[1273, 1249, 1566, 1418]
paragraph: Καὶ εἰς αὐτοὺς τοὺς τρεῖς-τέσσαρας ὀφείλεται τὸ ἀποτέλεσμα. bbox=[22, 911, 321, 940]
masthead-rule-thin bbox=[18, 48, 1575, 49]
paragraph: Τὸ βέβαιον εἶνε ὅτι ἡ ἔκθεσις ἐπέτυχε. bbox=[662, 855, 885, 870]
section-heading: Δῶρον βουλευτοῦ.— Ματαίωσις ἀγώνων bbox=[981, 535, 1237, 551]
paragraph: Εἰς τὰς ὀκτὼ ἡ ἐργασία εἶχεν τελειώσει. Οἱ δύο κτηνίατροι εἶχον ἐπιθεωρήσει πεντακόσια ζῷα, ἡ κυρία Νεγρεπόντη εἶχε γράψει πεντακόσια δελτία—καὶ σᾶς βεβαιῶ ὅτι ἡ καλλιγραφία τῆς καὶ ἡ ἐγκάρδιος χεὶρ δὲν παρουσίασαν καμμίαν κόπωσιν—ὁ κ. Κορδέλλας εἶχε βγάλει διακοσίους πεντήκοντα μικροὺς λόγους, ὁ κ. Νεγρεπόντης εἶχε καρφώσει τουλάχιστον ὀκτακόσια καρφιά. bbox=[22, 1043, 321, 1156]
paragraph: Ἀλλ' εἰς τὸ ταμεῖον τοῦ τετελευτηκότος Πιαλὲ καὶ τὴν ἀξίαν τῶν κριτικῶν τοπείων καὶ πολλοὶ δημιμιέζος ποικίλα ποιέ καί ζωγράφων προκειμένων λεγόμενα πολλοὺς καὶ ἐπειδὴ τὴν γνησιότητά τοῦ δι' ἐπίδειξα καὶ ἐλπὶς εἰς τὴν μικρὰν ἐκείνῃ στὴ συναγωνιζομένους καλλιτέχνας. bbox=[1273, 935, 1566, 1035]
telegram-body: Τὸ Προεδρεῖον τῆς Ἑλλ. Βιοτεχνικῆς Ἑταιρίας ἐπὶ τῇ ἐπιτυχεῖ ἐνάρξει τῆς ἐν bbox=[339, 1682, 632, 1711]
paragraph: Ἐγὼ ὁ ἴδιος ἀντελήφθην ἕνα χωρικόν, ὁ ὁποῖος ἔσυρε δύο ὡραίους πώλους καὶ ὁ ὁποῖος ἀκριβῶς εἰς τὸ μέσον τῆς πλατείας ἐστάθη ἀναποφάσιστος. bbox=[22, 381, 321, 425]
paragraph: Εἰς τὸ ἴδιον τμῆμα ἔχει ἐκτεθῆ καὶ ἕνας μανδρόσκυλος ὡραιότατος καὶ μεγαλοπρεπέστατος. Ὁ σκύλος αὐτὸς ἀγρότης καὶ ἀπολίτιστος δὲν ἠννόει μὲ κανένα τρόπον τὸν σκοπὸν τῆς ἐκθέσεως. Καὶ ἀπὸ τὴν πρώτην στιγμὴν ἤρχισε νὰ κόψῃ τὴν ἅλυσσον καὶ νὰ ζητῇ σωτηρίαν εἰς τὴν φυγήν. Εἶχε φθάσει εἰς τὸν ἰδιοκτήτην, τοῦ μιὰ φασιτικὴ ἰδέα. Τοῦ ἐσπουδάσθε μέσα εἰς τὸν κλωβὸν ἐν χαλκίνῃ ἀπὸ λινάτσαν κεντημένην μὲ κόκκινα καὶ πράσινα μαλλιά. Ὁ σκύλος κατεπλάγη ἀπὸ τὴν ἔκτακτον αὐτὴν πολυτέλειαν, ἐξηπλώθη ἐπάνω εἰς τὸ φέρμα καὶ ἐπεκοιμήθη μὲ προφανῆ εὐχαρίστησιν. bbox=[339, 516, 632, 700]
paragraph: Ὑπηρετήσαμε μαζῆ στὸ δεύτερο πυροβολικὸ σύνταγμα, ἀπαντᾷ ὁ ἐκθέτης. bbox=[339, 179, 632, 208]
paragraph: Ὁ Βασιλεὺς ἐξήτασε λεπτομερέστατα ὅλα τὰ ἐκθέματα. Τὸ λευκότατον γάλα τοῦ διέθρεψε ράχεις ζῴων καὶ ἠνοίξε στόματα ἵππων καὶ ἐξέθωσε κέρατα κριῶν. Ἐπερίμενα νὰ ἴδω ἂν αὐτὸν τὸν ἐπρωτοτύπου ὅπως οἱ κλέπται ζῷοι τοὺς ὑπουργικὴν χεῖρα προκειμένου νὰ τῶν φύλουν. bbox=[339, 785, 632, 883]
separator: — bbox=[1411, 1224, 1430, 1246]
signature: Ὁ πρόεδρος Κορδέλλας bbox=[716, 141, 877, 159]
column-4 bbox=[952, 56, 1263, 2314]
paragraph: Ἀλλ' ὅμως κατὰ τὴν φαινομένην τοῦτων ἀπουκνυμένην τῆς πραγματικότητος, ἡ θάλασσα καὶ τὸ ὕδωρ τοῦ ἀγροτικοῦ ταύτης καὶ τὸν ἡ καλλιτέχνης ἐμποιήσει εἰς τὴν ψυχὴν τοῦ παρατηροῦντος, ὡς μὲ ἀδικίαν τοῦ ἀκροατοῦ τὰς ἀνθρωπίνας καὶ τὴν σοφίαν αὐτῆς ἐντὸς τῆς ἰδίας εὐθύνης. bbox=[962, 1467, 1255, 1566]
dialogue-line: — Μάλιστα, ὁ πατέρας του εἶνε ἀπὸ δῶ, ἡ μητέρα του εἶνε στρατιωτική. bbox=[339, 133, 632, 162]
paragraph: Ὅπως δήποτε ὅμως ὁ ἀγρότης κτηνοτρόφος ἐπῆγε τοὺς δύο πώλους εἰς τὴν ἔκθεσιν, καὶ εὑρέθησαν ὅτι ἦσαν αὐτοὶ ἀπὸ τοὺς καλλιτέρους. bbox=[22, 536, 321, 580]
paragraph: Ὁ βουλευτὴς κ. Ἀντ. Καρτάλης προσέφερε ὡς ἔπαθλον δρ. 100 διὰ νὰ ἐπαθλασῃ εἰς τὴν προσεχῆ ἔκθεσιν ἡ ἔκθεσις εἶχε λήξει τὸ ἔπαθλον ἀπένειμεν εἰς τὴν Ἑταιρίαν διὰ τὸ μέλλον. Οἱ βουλευταὶ ἐνεγράφησαν εἰς τὸ βιβλίον τῶν ἐπισκεπτῶν. Κατὰ νεωτέραν ἀπόφασιν τῆς ἐπιτροπῆς οἱ ἱππικοὶ ἀγῶνες ἐματαιώθησαν. bbox=[962, 555, 1255, 653]
dialogue-line: — Καὶ ποῦ τὸ ξέρεις ἐσὺ πῶς εἶνε στρατιωτική; bbox=[350, 163, 626, 178]
paragraph: Ἀλλὰ καὶ Κέρ η μ ἤ τ η ς μ π λ ο υ ξ ὁ κ. Καζὲν ἐν τῷ περιγράφει θαυμασίαν ἐπιπέδην πεδιάδα, εἰς τὰ εἰκόνας τῆς ἐποχῆς λαμπρὰς τὴν ἀνοιξιν τῆς ἡμέρας τοῦ καὶ τὴν λεπτότητα τῶν χρωματισμῶν. bbox=[962, 1898, 1255, 1969]
paragraph: Καὶ παρουσίασε μίαν ἀφελεστάτην κόττα ἡ ὁποία ἐπήνεσε καὶ αὐτὴ τὰ αὐγὰ μὲ πολλὴν-πολλὴν ἔκπληξιν. bbox=[22, 1432, 321, 1475]
paragraph: Αὐτὴ ἡ ἀπόφασις εἶχε κάποιαν ἀναλογίαν μὲ ἐκεῖνο τὸ ὁποῖον λέγομεν συνήθως. bbox=[22, 490, 321, 519]
author-initial: Σ. bbox=[1410, 1736, 1430, 1757]
paragraph: Καὶ πάντες ὑμνοῦσιν ὑπὲρ τῆς ἐπιτυχίας τοῦ μεγάλου καὶ καρποφόρου ἔργου· οἱ δ' ἀρμόδιοι συνεργασθῶμεν πρὸς τοῦτο φιλοτίμως καὶ ἐκ τῶν ἐνόντων, προσφέροντες τὸ ἀξιοπιστον καὶ δραστηριώτατον ἀγεωμόν του κ. Σπ. Χατσόπουλον τῆς Ἑλληνικῆς Βιοτεχνικῆς Ἑταιρίας, διὰ τῆς πλοηγὸν καὶ σύμβουλον Πρωθυπουργόν κ. Γ. Θεοτόκην, καὶ εἰς τὰς πρωτοπόρους καὶ ἀξιοπαραδέκτους ἐνεργείας τοῦ εὐκλεοῦς τῆς Ἑλληνικῆς Διοικητικῆς ἐπιτροπῆς, τὸν Κύριον Κορδέλλαν. bbox=[650, 558, 944, 712]
telegram-place: Εἰς Χανιὰ bbox=[456, 1438, 515, 1453]
classified-ad: Ἐν τῇ ἰδίᾳ ἀποθήκῃ εὑρίσκονται καὶ Ὀξυαὶ μήκους μέτρων 3 καὶ 2, 15 ἐπὶ 15 καὶ 12 ἐπὶ 12. bbox=[1273, 1988, 1566, 2017]
subheadline-visit: ΕΠΙΣΚΕΠΤΟΜΕΝΟΣ ΤΗΝ ΕΚΘΕΣΙΝ bbox=[42, 170, 301, 187]
paragraph: Συγχρόνως ἤρχισαν νὰ προσκομίζωνται καὶ τὰ διάφορα εἴδη. Καὶ μεταξὺ αὐτῶν παρουσιάσθησαν καὶ δύο πελώρια αὐγὰ τῆς κόττας ἑνὸς ἱερέως ἀπὸ τὸ Κουτσοπόδι. bbox=[22, 1341, 321, 1399]
columns bbox=[18, 56, 1575, 2314]
